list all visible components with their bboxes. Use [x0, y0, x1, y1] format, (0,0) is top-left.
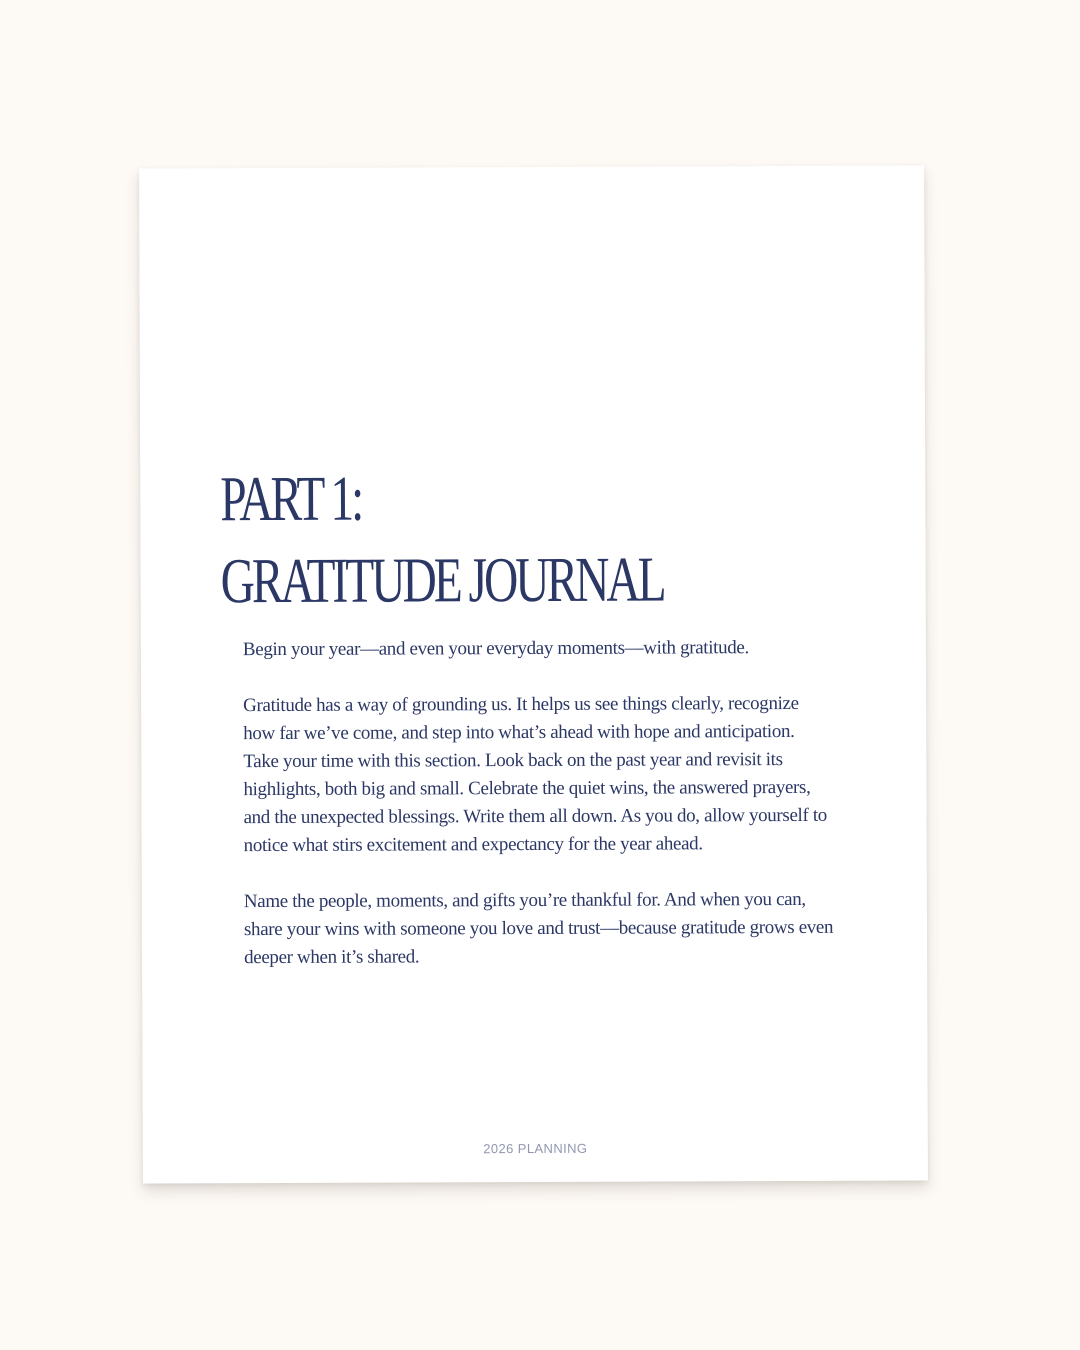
document-page [139, 165, 928, 1183]
page-title-line-2: GRATITUDE JOURNAL [220, 543, 664, 617]
body-text [243, 634, 834, 1000]
intro-paragraph: Begin your year—and even your everyday moments—with gratitude. [242, 637, 749, 661]
page-title-line-1: PART 1: [220, 462, 362, 535]
page-title [220, 456, 819, 622]
page-footer: 2026 PLANNING [483, 1140, 588, 1157]
closing-paragraph: Name the people, moments, and gifts you’re thankful for. And when you can, share your wins with someone you love and trust—because gratitude grows even deeper when it’s shared. [243, 888, 834, 969]
body-paragraph: Gratitude has a way of grounding us. It helps us see things clearly, recognize how far we’ve come, and step into what’s ahead with hope and anticipation. Take your time with this section. Look back on the past year and revisit its highlights, both big and small. Celebrate the quiet wins, the answered prayers, and the unexpected blessings. Write them all down. As you do, allow yourself to notice what stirs excitement and expectancy for the year ahead. [243, 692, 827, 857]
